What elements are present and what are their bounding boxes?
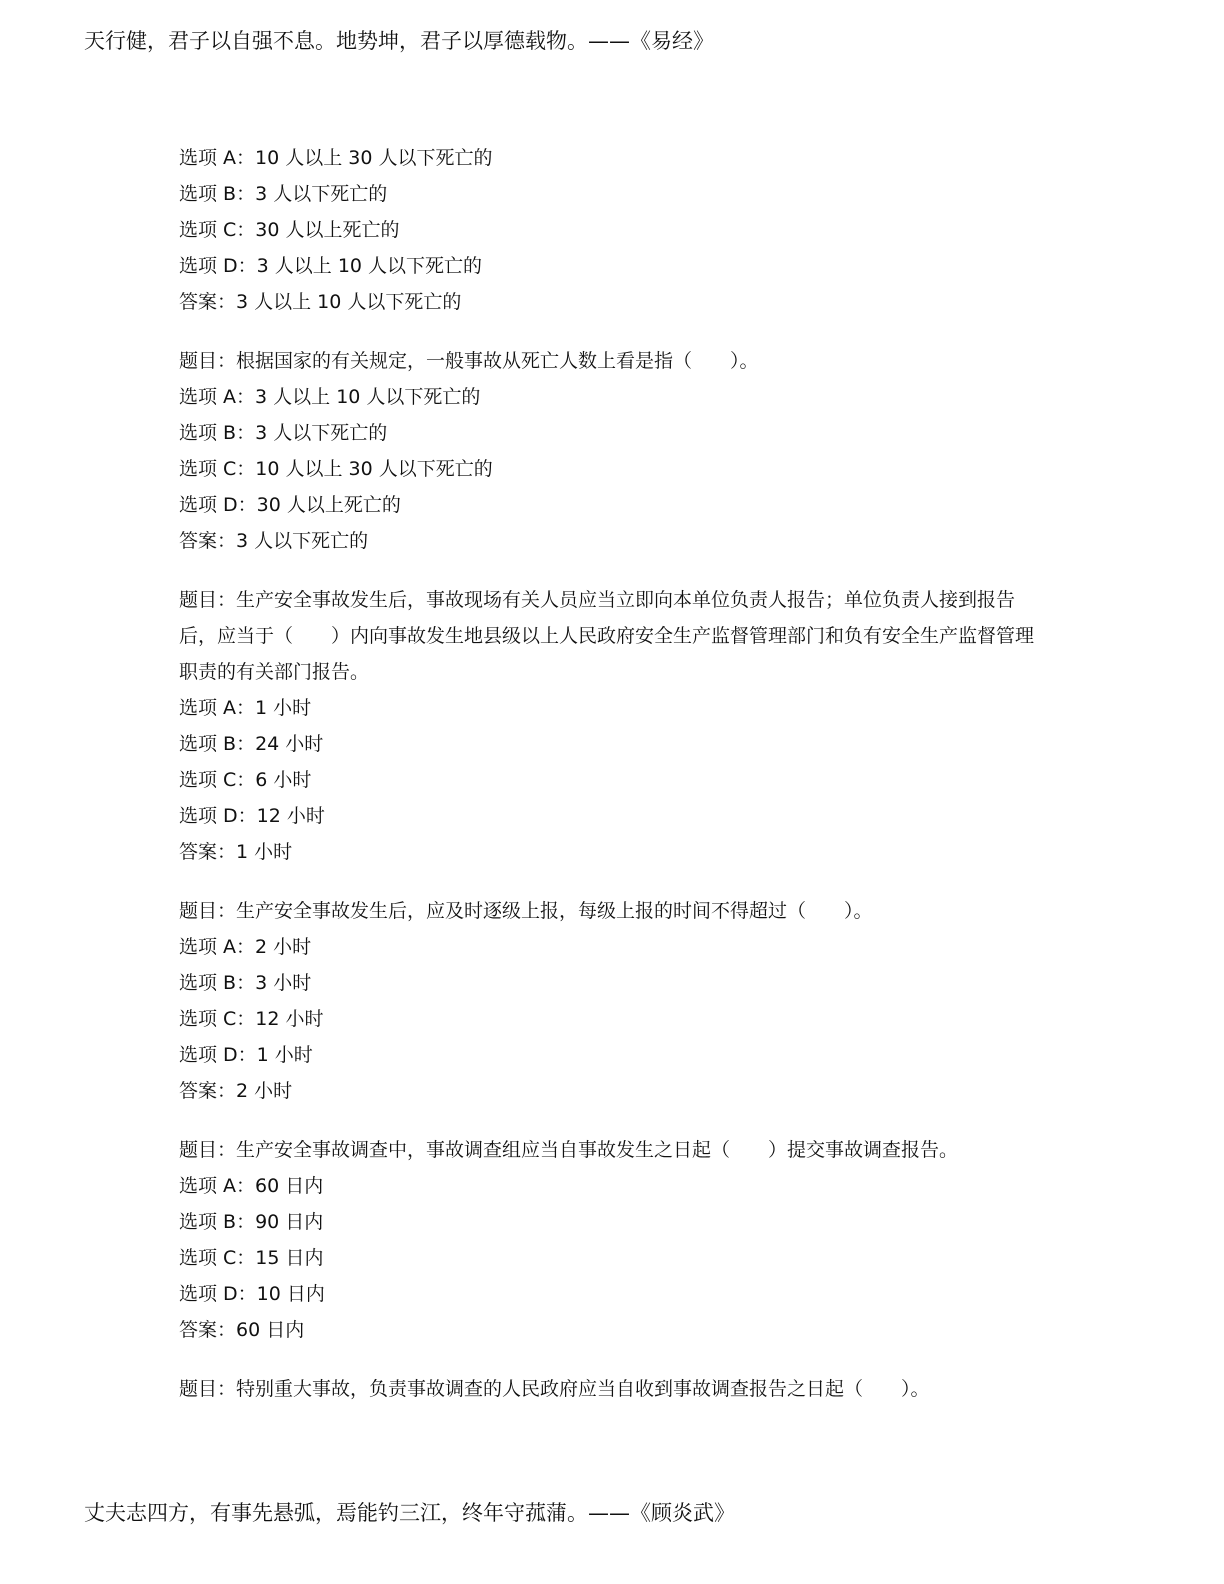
question-block — [179, 582, 1039, 870]
answer: 答案：2 小时 — [179, 1080, 293, 1102]
option-a: 选项 A：10 人以上 30 人以下死亡的 — [179, 147, 493, 169]
question-block — [179, 1132, 1039, 1348]
question-text: 题目：生产安全事故调查中，事故调查组应当自事故发生之日起（ ）提交事故调查报告。 — [179, 1139, 959, 1161]
footer-quote: 丈夫志四方，有事先悬弧，焉能钓三江，终年守菰蒲。——《顾炎武》 — [84, 1501, 735, 1525]
leading-question-fragment — [179, 140, 1039, 320]
answer: 答案：3 人以上 10 人以下死亡的 — [179, 291, 462, 313]
option-c: 选项 C：10 人以上 30 人以下死亡的 — [179, 458, 493, 480]
answer: 答案：1 小时 — [179, 841, 293, 863]
option-b: 选项 B：90 日内 — [179, 1211, 324, 1233]
answer: 答案：3 人以下死亡的 — [179, 530, 369, 552]
option-d: 选项 D：10 日内 — [179, 1283, 325, 1305]
option-c: 选项 C：15 日内 — [179, 1247, 324, 1269]
option-a: 选项 A：3 人以上 10 人以下死亡的 — [179, 386, 481, 408]
document-content — [179, 140, 1039, 1407]
option-a: 选项 A：1 小时 — [179, 697, 312, 719]
question-block — [179, 343, 1039, 559]
question-text: 题目：特别重大事故，负责事故调查的人民政府应当自收到事故调查报告之日起（ ）。 — [179, 1378, 930, 1400]
option-c: 选项 C：6 小时 — [179, 769, 312, 791]
option-c: 选项 C：12 小时 — [179, 1008, 324, 1030]
option-a: 选项 A：2 小时 — [179, 936, 312, 958]
option-d: 选项 D：12 小时 — [179, 805, 325, 827]
question-text: 题目：根据国家的有关规定，一般事故从死亡人数上看是指（ ）。 — [179, 350, 759, 372]
header-quote: 天行健，君子以自强不息。地势坤，君子以厚德载物。——《易经》 — [84, 29, 714, 53]
option-d: 选项 D：30 人以上死亡的 — [179, 494, 401, 516]
question-block — [179, 1371, 1039, 1407]
option-b: 选项 B：3 人以下死亡的 — [179, 183, 388, 205]
option-b: 选项 B：3 人以下死亡的 — [179, 422, 388, 444]
question-text: 题目：生产安全事故发生后，事故现场有关人员应当立即向本单位负责人报告；单位负责人接到报告后，应当于（ ）内向事故发生地县级以上人民政府安全生产监督管理部门和负有安全生产监督管理职责的有关部门报告。 — [179, 589, 1035, 683]
question-text: 题目：生产安全事故发生后，应及时逐级上报，每级上报的时间不得超过（ ）。 — [179, 900, 873, 922]
option-c: 选项 C：30 人以上死亡的 — [179, 219, 400, 241]
option-d: 选项 D：3 人以上 10 人以下死亡的 — [179, 255, 483, 277]
answer: 答案：60 日内 — [179, 1319, 305, 1341]
option-a: 选项 A：60 日内 — [179, 1175, 324, 1197]
option-b: 选项 B：3 小时 — [179, 972, 312, 994]
question-block — [179, 893, 1039, 1109]
option-b: 选项 B：24 小时 — [179, 733, 324, 755]
option-d: 选项 D：1 小时 — [179, 1044, 313, 1066]
